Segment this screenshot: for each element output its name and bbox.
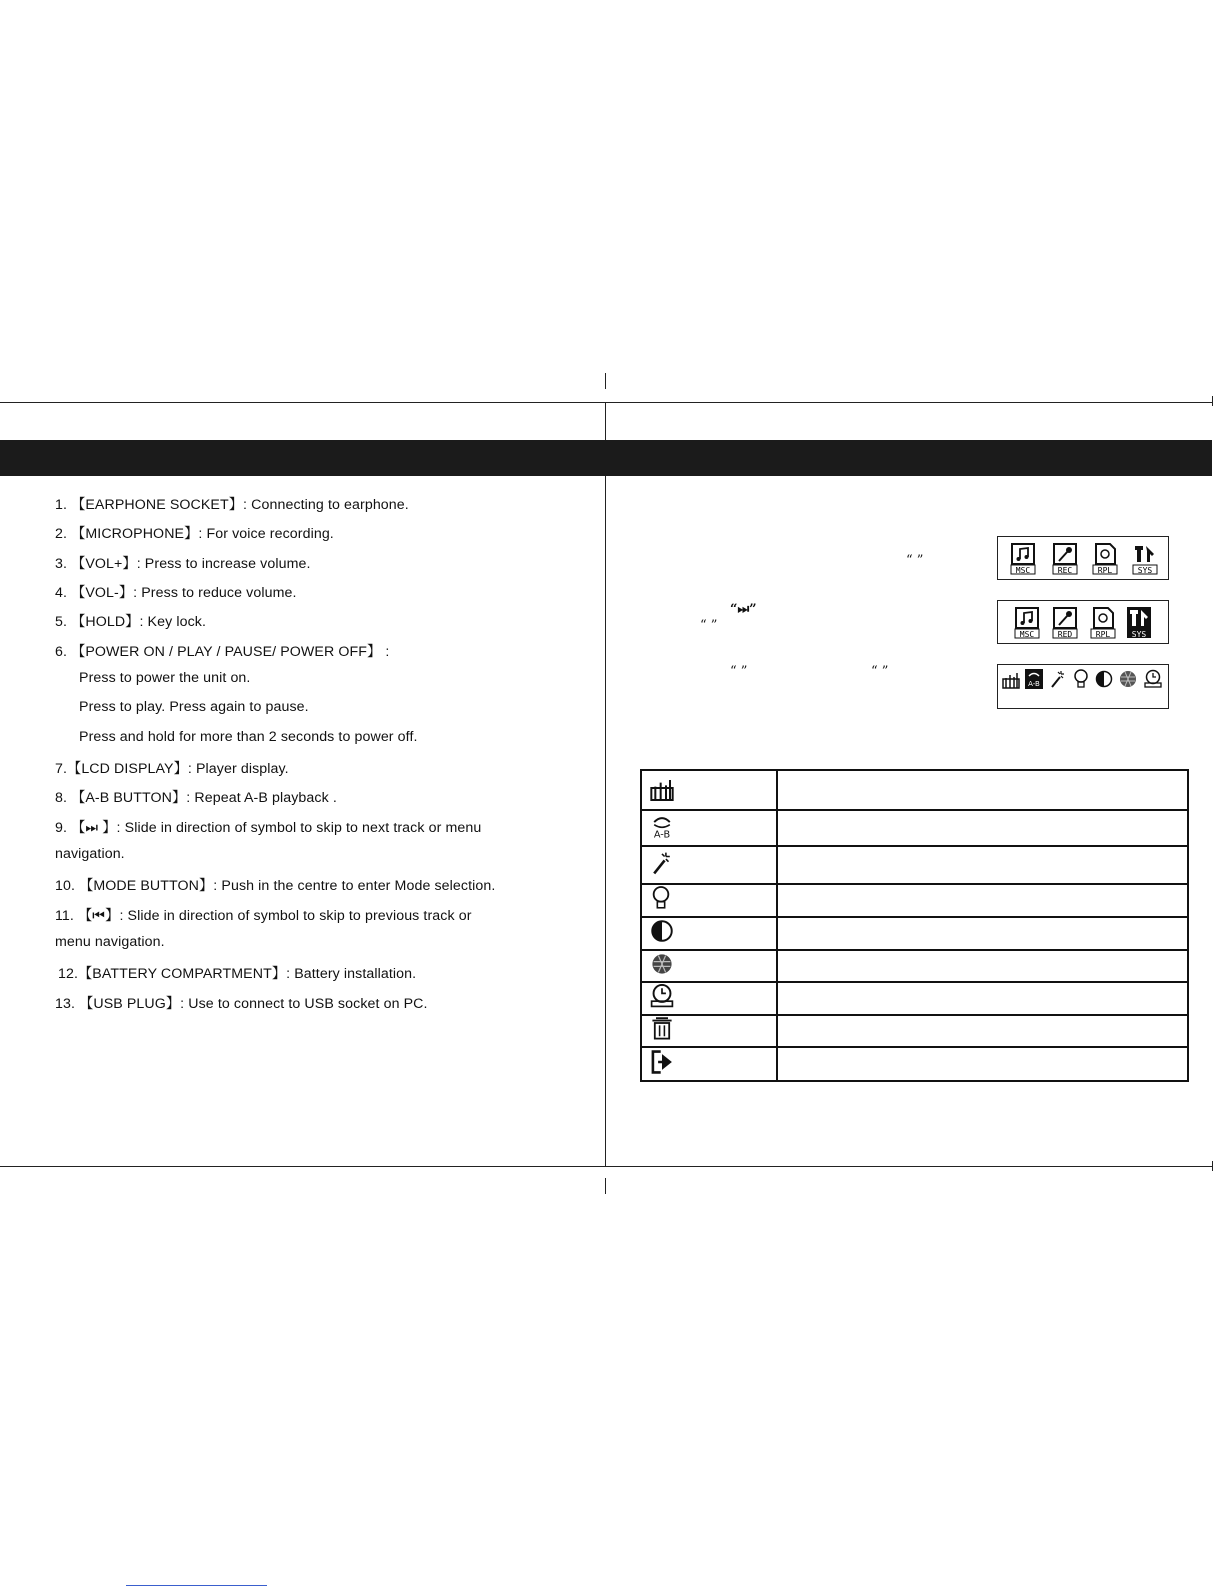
table-desc-cell: [777, 1015, 1188, 1047]
list-item: 10. 【MODE BUTTON】: Push in the centre to enter Mode selection.: [55, 878, 496, 894]
top-rule: [0, 402, 1212, 403]
record-icon: [1052, 607, 1078, 639]
list-item: 11. 【⏮】: Slide in direction of symbol to skip to previous track or: [55, 908, 472, 924]
table-icon-cell: [641, 982, 777, 1015]
lcd-system-settings-screen: [997, 664, 1169, 709]
table-row: [641, 982, 1188, 1015]
table-desc-cell: [777, 917, 1188, 950]
system-settings-icon-table: [640, 769, 1189, 1082]
list-item: 7.【LCD DISPLAY】: Player display.: [55, 761, 289, 777]
wand-icon: [1049, 669, 1067, 689]
table-icon-cell: [641, 1047, 777, 1081]
music-icon: [1010, 543, 1036, 575]
table-row: [641, 950, 1188, 982]
wand-icon: [650, 850, 674, 876]
list-subitem: Press to power the unit on.: [79, 670, 251, 686]
table-desc-cell: [777, 950, 1188, 982]
table-desc-cell: [777, 770, 1188, 810]
list-item: 2. 【MICROPHONE】: For voice recording.: [55, 526, 334, 542]
list-item: 3. 【VOL+】: Press to increase volume.: [55, 556, 311, 572]
header-band: [0, 440, 1212, 476]
table-icon-cell: [641, 846, 777, 884]
list-item: 6. 【POWER ON / PLAY / PAUSE/ POWER OFF】 :: [55, 644, 390, 660]
page-divider: [605, 402, 606, 1167]
table-icon-cell: [641, 810, 777, 846]
table-row: [641, 1047, 1188, 1081]
menu-label-rpl: RPL: [1095, 630, 1111, 639]
trash-icon: [650, 1017, 674, 1041]
music-icon: [1014, 607, 1040, 639]
svg-text:A-B: A-B: [1028, 680, 1040, 688]
list-item: 13. 【USB PLUG】: Use to connect to USB socket on PC.: [55, 996, 428, 1012]
table-icon-cell: [641, 917, 777, 950]
quote-next-symbol: “⏭”: [730, 602, 757, 617]
list-item: 4. 【VOL-】: Press to reduce volume.: [55, 585, 297, 601]
bottom-crop-mark: [605, 1178, 606, 1194]
table-row: [641, 810, 1188, 846]
table-row: [641, 846, 1188, 884]
contrast-icon: [1095, 669, 1113, 689]
light-bulb-icon: [1072, 669, 1090, 689]
globe-icon: [650, 952, 674, 976]
replay-icon: [1090, 607, 1116, 639]
bottom-rule: [0, 1166, 1212, 1167]
table-row: [641, 1015, 1188, 1047]
table-icon-cell: [641, 950, 777, 982]
menu-label-rpl: RPL: [1097, 566, 1113, 575]
list-item-continued: navigation.: [55, 846, 125, 862]
quote-marks: “ ”: [700, 618, 718, 633]
svg-text:A-B: A-B: [653, 829, 671, 839]
system-tools-icon: [1132, 543, 1158, 575]
exit-icon: [650, 1049, 674, 1075]
replay-icon: [1092, 543, 1118, 575]
equalizer-icon: [650, 774, 674, 802]
top-rule-end: [1212, 396, 1213, 406]
lcd-main-menu-screen: [997, 536, 1169, 580]
menu-label-sys: SYS: [1137, 566, 1153, 575]
table-desc-cell: [777, 884, 1188, 917]
timer-icon: [1144, 669, 1162, 689]
quote-marks: “ ”: [871, 664, 889, 679]
table-row: [641, 884, 1188, 917]
ab-repeat-icon: [1025, 669, 1043, 689]
menu-label-msc: MSC: [1015, 566, 1031, 575]
record-icon: [1052, 543, 1078, 575]
menu-label-red: RED: [1057, 630, 1073, 639]
globe-icon: [1119, 669, 1137, 689]
list-subitem: Press and hold for more than 2 seconds to power off.: [79, 729, 418, 745]
table-desc-cell: [777, 1047, 1188, 1081]
table-desc-cell: [777, 982, 1188, 1015]
ab-repeat-icon: [650, 813, 674, 839]
table-icon-cell: [641, 1015, 777, 1047]
list-item: 8. 【A-B BUTTON】: Repeat A-B playback .: [55, 790, 337, 806]
quote-marks: “ ”: [906, 553, 924, 568]
top-crop-mark: [605, 373, 606, 389]
table-row: [641, 770, 1188, 810]
list-item: 1. 【EARPHONE SOCKET】: Connecting to earphone.: [55, 497, 409, 513]
list-item: 9. 【⏭ 】: Slide in direction of symbol to skip to next track or menu: [55, 820, 482, 836]
menu-label-sys: SYS: [1131, 630, 1147, 639]
quote-marks: “ ”: [730, 664, 748, 679]
table-icon-cell: [641, 884, 777, 917]
system-tools-icon-selected: [1126, 607, 1152, 639]
bottom-rule-end: [1212, 1161, 1213, 1171]
lcd-main-menu-screen-sys-selected: [997, 600, 1169, 644]
equalizer-icon: [1002, 669, 1020, 689]
table-icon-cell: [641, 770, 777, 810]
timer-icon: [650, 983, 674, 1009]
list-item: 12.【BATTERY COMPARTMENT】: Battery installation.: [58, 966, 417, 982]
contrast-icon: [650, 918, 674, 944]
list-subitem: Press to play. Press again to pause.: [79, 699, 309, 715]
list-item: 5. 【HOLD】: Key lock.: [55, 614, 207, 630]
table-row: [641, 917, 1188, 950]
menu-label-rec: REC: [1057, 566, 1073, 575]
light-bulb-icon: [650, 885, 672, 911]
table-desc-cell: [777, 810, 1188, 846]
table-desc-cell: [777, 846, 1188, 884]
menu-label-msc: MSC: [1019, 630, 1035, 639]
list-item-continued: menu navigation.: [55, 934, 165, 950]
